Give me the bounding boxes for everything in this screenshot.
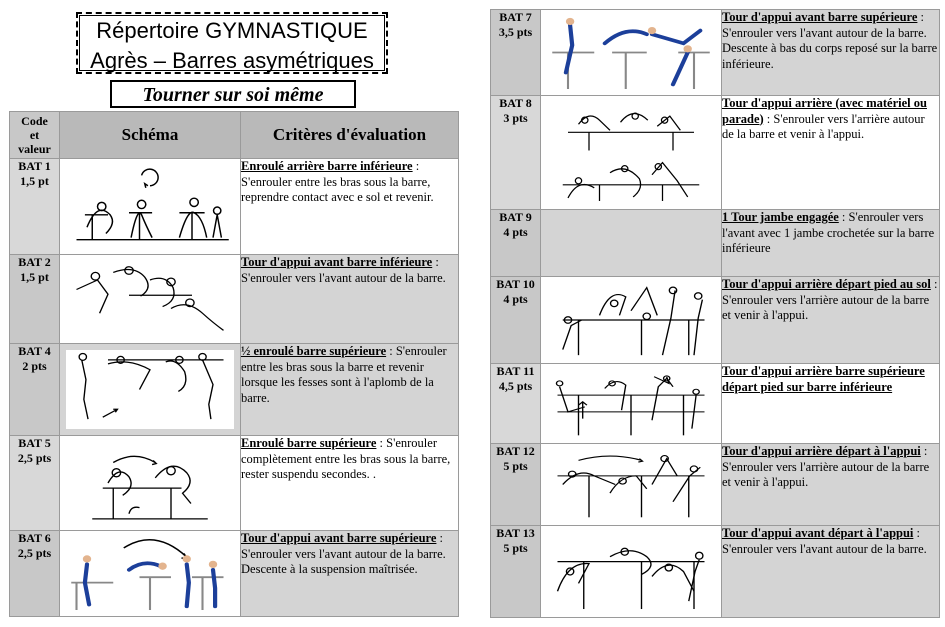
criteria-text: : S'enrouler vers l'avant autour de la barre. [241, 255, 446, 285]
table-row [10, 436, 459, 531]
code-value: 2,5 pts [17, 451, 52, 465]
code-cell [10, 159, 60, 255]
criteria-text: : S'enrouler entre les bras sous la barre et revenir lorsque les fesses sont à l'aplomb de la barre. [241, 344, 447, 405]
table-row [10, 159, 459, 255]
document-title [76, 12, 388, 74]
criteria-text: : S'enrouler vers l'avant avec 1 jambe crochetée sur la barre inférieure [722, 210, 935, 255]
code-label: BAT 1 [18, 159, 51, 173]
criteria-title: Tour d'appui avant barre supérieure [722, 10, 918, 24]
gymnast-figure [547, 283, 715, 357]
code-label: BAT 2 [18, 255, 51, 269]
criteria-cell [241, 531, 459, 617]
table-row [491, 364, 940, 444]
code-cell [491, 364, 541, 444]
gymnast-figure [547, 102, 715, 203]
code-cell [491, 210, 541, 277]
code-cell [491, 10, 541, 96]
criteria-text: : S'enrouler complètement entre les bras sous la barre, rester suspendu secondes. . [241, 436, 451, 481]
schema-cell [60, 159, 241, 255]
criteria-cell [241, 255, 459, 344]
code-label: BAT 6 [18, 531, 51, 545]
code-cell [10, 436, 60, 531]
left-table [9, 111, 459, 617]
header-code [10, 112, 60, 159]
title-line-1: Répertoire GYMNASTIQUE [96, 18, 368, 43]
code-label: BAT 12 [496, 444, 535, 458]
criteria-title: Enroulé barre supérieure [241, 436, 377, 450]
header-schema: Schéma [60, 112, 241, 159]
criteria-title: ½ enroulé barre supérieure [241, 344, 387, 358]
criteria-cell [722, 526, 940, 618]
schema-cell [541, 210, 722, 277]
criteria-title: Tour d'appui arrière (avec matériel ou parade) [722, 96, 927, 126]
schema-cell [541, 526, 722, 618]
code-value: 4 pts [503, 292, 528, 306]
gymnast-figure [66, 350, 234, 429]
criteria-text: : S'enrouler vers l'avant autour de la barre. Descente à la suspension maîtrisée. [241, 531, 446, 576]
code-cell [491, 526, 541, 618]
criteria-cell [722, 96, 940, 210]
schema-cell [541, 10, 722, 96]
code-label: BAT 8 [499, 96, 532, 110]
criteria-title: Tour d'appui arrière départ à l'appui [722, 444, 921, 458]
title-line-2: Agrès – Barres asymétriques [90, 48, 374, 73]
criteria-text: : S'enrouler vers l'arrière autour de la barre et venir à l'appui. [722, 277, 938, 322]
code-value: 1,5 pt [20, 174, 49, 188]
code-label: BAT 9 [499, 210, 532, 224]
criteria-cell [722, 210, 940, 277]
code-cell [10, 344, 60, 436]
criteria-title: Tour d'appui arrière départ pied au sol [722, 277, 931, 291]
criteria-cell [722, 364, 940, 444]
schema-cell [541, 364, 722, 444]
criteria-text: : S'enrouler vers l'arrière autour de la barre et venir à l'appui. [722, 444, 930, 489]
section-subtitle: Tourner sur soi même [110, 80, 356, 108]
criteria-title: 1 Tour jambe engagée [722, 210, 839, 224]
code-value: 3,5 pts [498, 25, 533, 39]
code-value: 5 pts [503, 541, 528, 555]
gymnast-figure [66, 261, 234, 337]
schema-cell [60, 255, 241, 344]
criteria-cell [241, 344, 459, 436]
code-cell [491, 277, 541, 364]
code-label: BAT 11 [496, 364, 535, 378]
code-label: BAT 5 [18, 436, 51, 450]
code-cell [491, 444, 541, 526]
criteria-cell [722, 444, 940, 526]
code-label: BAT 7 [499, 10, 532, 24]
code-cell [10, 255, 60, 344]
criteria-title: Tour d'appui arrière barre supérieure départ pied sur barre inférieure [722, 364, 925, 394]
header-code-line-1: Code [21, 114, 48, 128]
code-label: BAT 4 [18, 344, 51, 358]
code-label: BAT 13 [496, 526, 535, 540]
header-criteria: Critères d'évaluation [241, 112, 459, 159]
table-row [10, 531, 459, 617]
code-label: BAT 10 [496, 277, 535, 291]
table-row [10, 255, 459, 344]
table-row [491, 444, 940, 526]
gymnast-figure [66, 442, 234, 524]
table-row [491, 10, 940, 96]
code-value: 4,5 pts [498, 379, 533, 393]
schema-cell [541, 96, 722, 210]
gymnast-figure [547, 450, 715, 519]
schema-cell [541, 277, 722, 364]
schema-cell [541, 444, 722, 526]
criteria-cell [241, 436, 459, 531]
criteria-text: : S'enrouler entre les bras sous la barre, reprendre contact avec e sol et revenir. [241, 159, 434, 204]
code-cell [491, 96, 541, 210]
criteria-title: Tour d'appui avant barre inférieure [241, 255, 433, 269]
schema-cell [60, 436, 241, 531]
criteria-title: Tour d'appui avant barre supérieure [241, 531, 437, 545]
right-table [490, 9, 940, 618]
table-row [491, 96, 940, 210]
gymnast-figure [547, 370, 715, 437]
header-code-line-2: et [29, 128, 40, 142]
criteria-text: : S'enrouler vers l'arrière autour de la barre et venir à l'appui. [722, 111, 925, 141]
table-row [491, 277, 940, 364]
criteria-cell [722, 277, 940, 364]
schema-cell [60, 344, 241, 436]
code-value: 1,5 pt [20, 270, 49, 284]
criteria-title: Tour d'appui avant départ à l'appui [722, 526, 914, 540]
table-row [491, 210, 940, 277]
header-code-line-3: valeur [18, 142, 51, 156]
gymnast-figure [66, 537, 234, 610]
schema-cell [60, 531, 241, 617]
gymnast-figure [66, 165, 234, 248]
code-value: 2 pts [22, 359, 47, 373]
gymnast-figure [547, 532, 715, 611]
code-value: 5 pts [503, 459, 528, 473]
code-value: 4 pts [503, 225, 528, 239]
code-value: 3 pts [503, 111, 528, 125]
criteria-text: : S'enrouler vers l'avant autour de la barre. [722, 526, 927, 556]
criteria-cell [241, 159, 459, 255]
criteria-title: Enroulé arrière barre inférieure [241, 159, 413, 173]
criteria-text: : S'enrouler vers l'avant autour de la barre. Descente à bas du corps reposé sur la barre inférieure. [722, 10, 938, 71]
table-row [491, 526, 940, 618]
table-row [10, 344, 459, 436]
code-value: 2,5 pts [17, 546, 52, 560]
criteria-cell [722, 10, 940, 96]
gymnast-figure [547, 16, 715, 89]
code-cell [10, 531, 60, 617]
